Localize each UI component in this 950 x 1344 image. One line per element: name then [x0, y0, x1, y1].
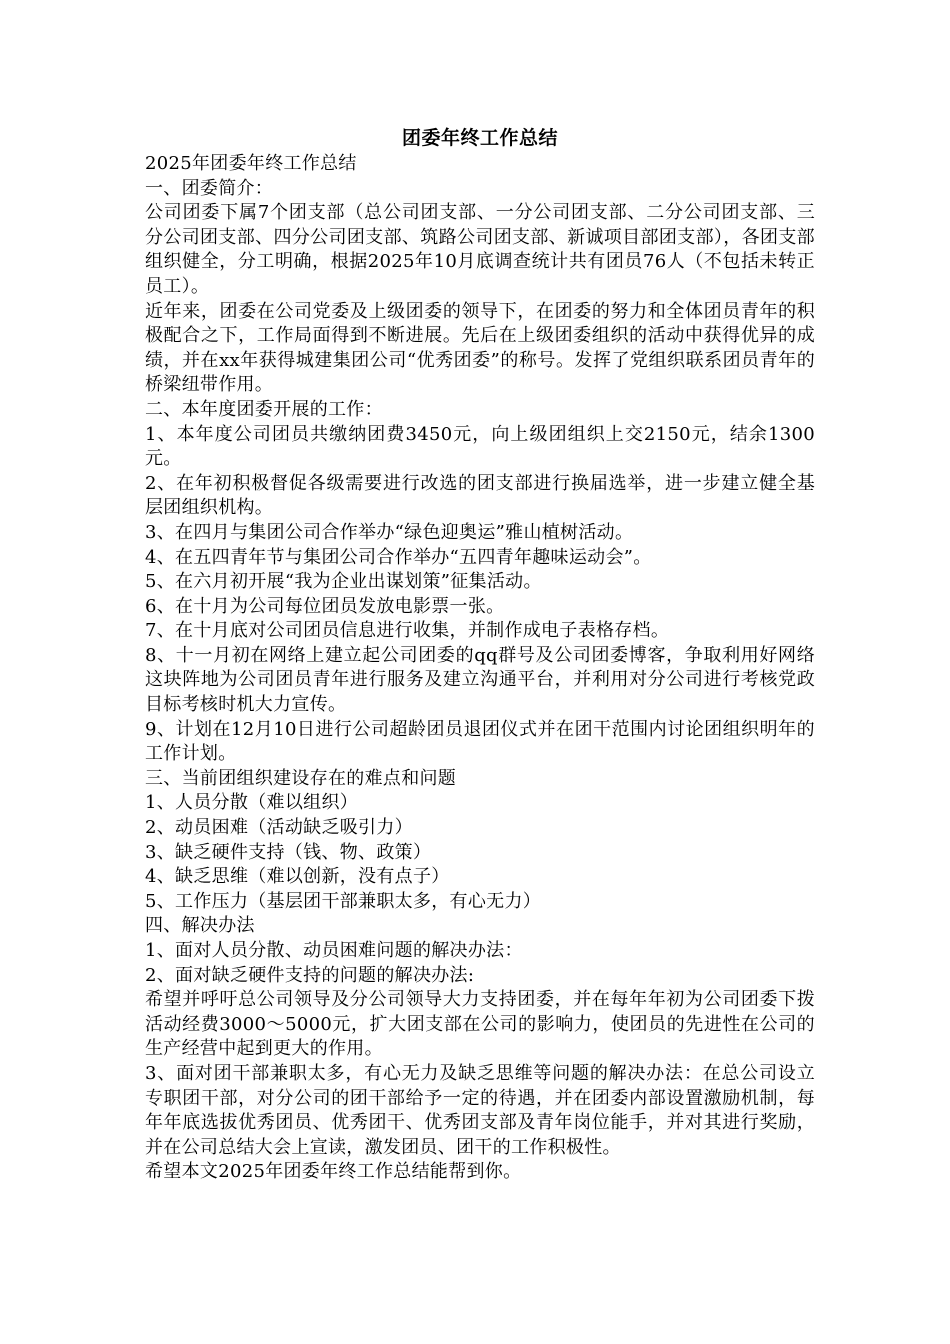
list-item: 4、在五四青年节与集团公司合作举办“五四青年趣味运动会”。 [145, 546, 652, 568]
list-item: 1、本年度公司团员共缴纳团费3450元，向上级团组织上交2150元，结余1300元。 [145, 423, 815, 470]
list-item: 4、缺乏思维（难以创新，没有点子） [145, 866, 450, 888]
section-heading-solutions: 四、解决办法 [145, 915, 255, 937]
list-item: 9、计划在12月10日进行公司超龄团员退团仪式并在团干范围内讨论团组织明年的工作计划。 [145, 718, 815, 765]
section-heading-problems: 三、当前团组织建设存在的难点和问题 [145, 767, 457, 789]
subtitle-line: 2025年团委年终工作总结 [145, 153, 357, 174]
section-heading-intro: 一、团委简介： [145, 177, 274, 199]
closing-line: 希望本文2025年团委年终工作总结能帮到你。 [145, 1161, 522, 1183]
section-heading-work: 二、本年度团委开展的工作： [145, 398, 383, 420]
document-title: 团委年终工作总结 [401, 127, 558, 149]
list-item: 2、在年初积极督促各级需要进行改选的团支部进行换届选举，进一步建立健全基层团组织机构。 [145, 472, 815, 519]
document-page [145, 124, 815, 1185]
list-item: 3、面对团干部兼职太多，有心无力及缺乏思维等问题的解决办法：在总公司设立专职团干部，对分公司的团干部给予一定的待遇，并在团委内部设置激励机制，每年年底选拔优秀团员、优秀团干、优秀团支部及青年岗位能手，并对其进行奖励，并在公司总结大会上宣读，激发团员、团干的工作积极性。 [145, 1062, 815, 1158]
list-item: 1、面对人员分散、动员困难问题的解决办法： [145, 940, 523, 961]
list-item: 3、在四月与集团公司合作举办“绿色迎奥运”雅山植树活动。 [145, 521, 634, 543]
list-item: 5、工作压力（基层团干部兼职太多，有心无力） [145, 890, 542, 912]
list-item: 5、在六月初开展“我为企业出谋划策”征集活动。 [145, 571, 542, 593]
list-item: 7、在十月底对公司团员信息进行收集，并制作成电子表格存档。 [145, 620, 670, 642]
paragraph: 近年来，团委在公司党委及上级团委的领导下，在团委的努力和全体团员青年的积极配合之下，工作局面得到不断进展。先后在上级团委组织的活动中获得优异的成绩，并在xx年获得城建集团公司“优秀团委”的称号。发挥了党组织联系团员青年的桥梁纽带作用。 [145, 300, 815, 396]
paragraph: 公司团委下属7个团支部（总公司团支部、一分公司团支部、二分公司团支部、三分公司团支部、四分公司团支部、筑路公司团支部、新诚项目部团支部），各团支部组织健全，分工明确，根据2025年10月底调查统计共有团员76人（不包括未转正员工）。 [145, 202, 815, 297]
list-item: 8、十一月初在网络上建立起公司团委的qq群号及公司团委博客，争取利用好网络这块阵地为公司团员青年进行服务及建立沟通平台，并利用对分公司进行考核党政目标考核时机大力宣传。 [145, 644, 815, 716]
list-item: 2、动员困难（活动缺乏吸引力） [145, 817, 413, 839]
paragraph: 希望并呼吁总公司领导及分公司领导大力支持团委，并在每年年初为公司团委下拨活动经费3000～5000元，扩大团支部在公司的影响力，使团员的先进性在公司的生产经营中起到更大的作用。 [145, 989, 815, 1060]
list-item: 2、面对缺乏硬件支持的问题的解决办法: [145, 964, 475, 986]
list-item: 6、在十月为公司每位团员发放电影票一张。 [145, 595, 505, 617]
list-item: 1、人员分散（难以组织） [145, 792, 359, 814]
list-item: 3、缺乏硬件支持（钱、物、政策） [145, 841, 432, 863]
